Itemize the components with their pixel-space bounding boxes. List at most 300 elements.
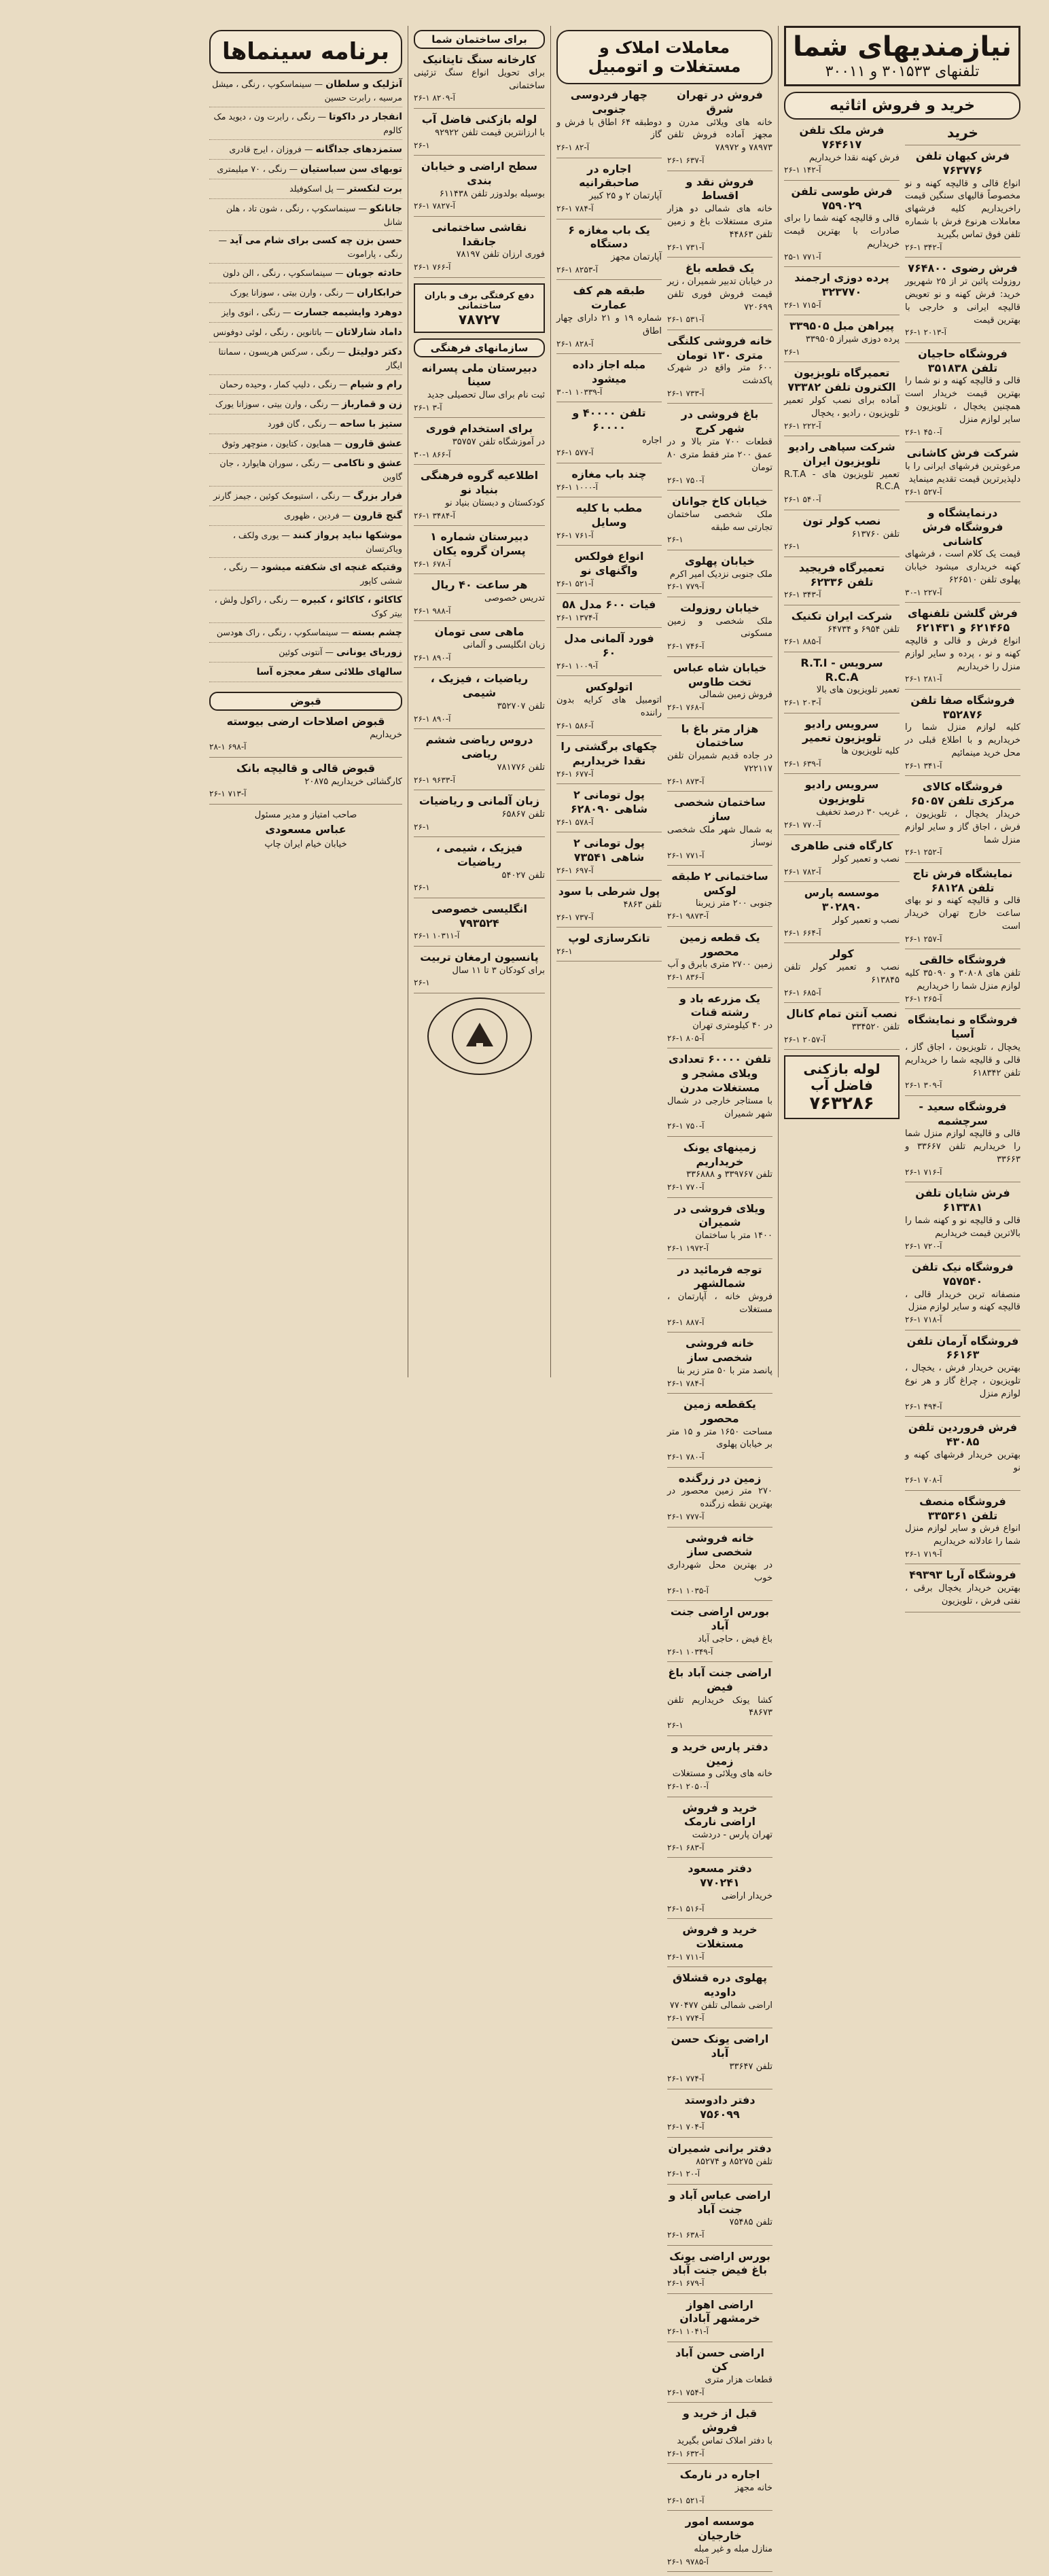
ad-heading: داماد شارلاتان — [336, 327, 402, 338]
ad-ref: ۲۶-۱ — [556, 946, 573, 956]
ad-body: تلفن ۸۵۲۷۵ و ۸۵۲۷۴ — [696, 2156, 772, 2167]
ad-heading: ویلای فروشی در شمیران — [674, 1201, 766, 1229]
classified-ad — [556, 162, 662, 219]
ad-body: رنگی ، وارن بیتی ، سوزانا یورک — [215, 398, 328, 409]
ad-body: رنگی ، انوی وایز — [221, 307, 280, 317]
classified-ad — [784, 271, 900, 315]
ad-heading: قبل از خرید و فروش — [682, 2407, 758, 2435]
ad-ref: ۲۶-۱ آ-۳۴۲ — [905, 242, 942, 252]
ad-body: تلفن ۶۱۳۷۶۰ — [851, 529, 900, 540]
classified-ad — [414, 902, 545, 947]
ad-ref: ۲۶-۱ آ-۲۰۵۰ — [667, 1782, 709, 1792]
ad-heading: خیابان پهلوی — [684, 554, 755, 567]
ad-body: تلفن های ۳۰۸۰۸ و ۳۵۰۹۰ کلیه لوازم منزل شما را خریداریم — [905, 968, 1021, 992]
ad-body: رنگی ، وارن بیتی ، سوزانا یورک — [230, 287, 343, 298]
ad-ref: ۲۶-۱ آ-۱۰۰۹ — [556, 660, 598, 671]
ad-heading: فروشگاه آریا ۴۹۳۹۳ — [909, 1568, 1016, 1582]
ad-body: سینماسکوپ ، رنگی ، شون تاد ، هلن شانل — [226, 202, 402, 227]
classified-ad — [667, 2346, 772, 2403]
column-furniture — [778, 26, 1026, 1607]
ad-body: قالی و قالیچه کهنه شما را برای صادرات با بهترین قیمت خریداریم — [784, 213, 900, 250]
classified-ad: ستیز با ساحه — رنگی ، گان فورد — [209, 417, 402, 434]
ad-body: پرده دوزی شیراز ۳۳۹۵۰۵ — [805, 334, 900, 345]
classified-ad — [784, 440, 900, 510]
classified-ad: چشم بسته — سینماسکوپ ، رنگی ، راک هودسن — [209, 626, 402, 643]
ad-ref: ۲۶-۱ آ-۷۲۰ — [905, 1241, 942, 1251]
ad-ref: ۲۶-۱ آ-۲۰ — [667, 2169, 700, 2179]
ad-ref: ۲۶-۱ آ-۷۵۰ — [667, 1121, 705, 1131]
ad-heading: زبان آلمانی و ریاضیات — [419, 794, 540, 807]
ad-heading: ساختمان شخصی ساز — [674, 796, 766, 824]
ad-heading: فروش در تهران شرق — [677, 88, 763, 116]
classified-ad — [414, 794, 545, 837]
classified-ad — [556, 406, 662, 463]
ad-body: قالی و قالیچه لوازم منزل شما را خریداریم تلفن ۳۳۶۶۷ و ۳۳۶۶۳ — [905, 1129, 1020, 1165]
classified-ad — [667, 2515, 772, 2572]
ad-ref: ۲۶-۱ آ-۵۱۶ — [667, 1903, 705, 1913]
ad-heading: فروشگاه منصف تلفن ۳۳۵۳۶۱ — [919, 1494, 1006, 1522]
ad-ref: ۲۶-۱ آ-۷۱۵ — [784, 300, 821, 310]
ad-body: انواع فرش و سایر لوازم منزل شما را عادلانه خریداریم — [905, 1523, 1020, 1547]
ad-ref: ۲۶-۱ — [667, 535, 683, 545]
ad-heading: طبقه هم کف عمارت — [573, 284, 645, 312]
ad-heading: شرکت ایران تکنیک — [791, 609, 893, 622]
ad-body: نصب و تعمیر کولر — [832, 915, 900, 925]
ad-ref: ۲۶-۱ آ-۹۸۸ — [414, 605, 451, 616]
ad-body: قالی و قالیچه کهنه و نو بهای ساعت خارج تهران خریدار است — [905, 896, 1020, 932]
ad-heading: خانه فروشی شخصی ساز — [685, 1531, 755, 1559]
ad-body: بهترین خریدار یخچال برقی ، نفتی فرش ، تلویزیون — [905, 1583, 1020, 1607]
ad-body: تلفن ۳۵۲۷۰۷ — [497, 701, 545, 711]
ad-body: جنوبی ۲۰۰ متر زیربنا — [695, 898, 772, 909]
classified-ad: توبهای سن سباستیان — رنگی ، ۷۰ میلیمتری — [209, 162, 402, 179]
building-list — [414, 53, 545, 278]
ad-body: در آموزشگاه تلفن ۳۵۷۵۷ — [452, 437, 545, 448]
classified-ad — [556, 885, 662, 928]
realestate-list — [667, 88, 772, 2576]
ad-ref: ۲۶-۱ آ-۷۶۸ — [667, 703, 705, 713]
ad-ref: ۲۶-۱ آ-۷۷۴ — [667, 2013, 705, 2023]
ad-heading: هزار متر باغ با ساختمان — [681, 722, 759, 749]
ad-heading: اتولوکس — [585, 680, 633, 694]
classified-ad — [667, 601, 772, 657]
ad-body: اتومبیل های کرایه بدون راننده — [556, 694, 662, 718]
ad-heading: فروشگاه خالقی — [919, 953, 1006, 967]
ad-body: انواع قالی و قالیچه کهنه و نو مخصوصاً قالیهای سنگین قیمت راخریداریم کلیه فرشهای معاملات هرنوع فرش با شماره تلفن فوق تماس بگیرید — [905, 178, 1020, 240]
ad-heading: ستمزدهای جداگانه — [315, 143, 402, 155]
classified-ad — [667, 1666, 772, 1736]
ad-heading: فروشگاه و نمایشگاه آسیا — [908, 1013, 1018, 1041]
classified-ad — [905, 347, 1020, 442]
furniture-buy-list — [905, 149, 1020, 1612]
ad-body: انواع فرش و قالی و قالیچه کهنه و نو ، پرده و سایر لوازم منزل را خریداریم — [905, 635, 1020, 672]
classified-ad — [556, 632, 662, 676]
ad-body: غریب ۳۰ درصد تخفیف — [816, 807, 900, 817]
classified-ad — [905, 149, 1020, 258]
ad-heading: پانسیون ارمغان تربیت — [420, 950, 539, 964]
classified-ad — [905, 1260, 1020, 1330]
ad-heading: انفجار در داکوتا — [329, 111, 402, 122]
ad-heading: سرویس رادیو تلویزیون — [804, 778, 879, 806]
ad-heading: اطلاعیه گروه فرهنگی بنیاد نو — [420, 469, 539, 497]
classified-ad — [667, 175, 772, 258]
classified-ad — [784, 124, 900, 181]
ad-heading: قبوض اصلاحات ارضی بیوسته — [226, 714, 385, 728]
furniture-sell-list — [784, 124, 900, 1050]
ad-body: تهران پارس - دردشت — [692, 1830, 772, 1841]
ad-ref: ۲۶-۱ آ-۸۸۷ — [667, 1317, 705, 1327]
ad-body: شماره ۱۹ و ۲۱ دارای چهار اطاق — [556, 313, 662, 336]
banner-schools: سازمانهای فرهنگی — [414, 338, 545, 357]
classified-ad — [667, 1532, 772, 1602]
ad-body: مرغوبترین فرشهای ایرانی را با دلپذیرترین قیمت تقدیم مینماید — [905, 461, 1020, 484]
ad-body: دوطبقه ۶۴ اطاق با فرش و گاز — [556, 117, 662, 141]
classified-ad — [414, 578, 545, 621]
ad-heading: لوله بازکنی فاضل آب — [421, 112, 537, 126]
ad-body: قیمت یک کلام است ، فرشهای کهنه خریداری میشود خیابان پهلوی تلفن ۶۲۶۵۱۰ — [905, 549, 1020, 586]
ad-body: فردین ، ظهوری — [284, 510, 340, 521]
ad-ref: ۲۶-۱ آ-۷۱۶ — [905, 1167, 942, 1177]
ad-ref: ۲۶-۱ آ-۲۵۲ — [905, 847, 942, 858]
ad-heading: زن و قمارباز — [342, 398, 402, 410]
ad-body: یوری ولکف ، ویاکرتسان — [232, 529, 402, 554]
ad-heading: نقاشی ساختمانی جانقدا — [431, 220, 527, 248]
ad-body: قطعات هزار متری — [705, 2375, 772, 2386]
ad-ref: ۲۶-۱ آ-۷۱۱ — [667, 1952, 705, 1962]
ad-ref: ۲۶-۱ آ-۶۸۵ — [784, 987, 821, 998]
classified-ad — [556, 598, 662, 628]
ad-ref: ۲۶-۱ آ-۲۰۳ — [784, 698, 821, 708]
ad-body: تعمیر تلویزیون های R.T.A - R.C.A — [784, 469, 900, 493]
ad-heading: فرش گلشن تلفنهای ۶۲۱۴۶۵ و ۶۲۱۴۳۱ — [908, 607, 1018, 635]
ad-ref: ۲۶-۱ آ-۷۳۳ — [667, 389, 705, 399]
ad-heading: اجاره در صاحبقرانیه — [579, 162, 639, 190]
realestate-rent-list — [556, 88, 662, 2576]
classified-ad — [414, 469, 545, 526]
ad-heading: چهار فردوسی جنوبی — [570, 88, 648, 116]
ad-body: خریدار اراضی — [721, 1890, 772, 1901]
ad-body: خانه های ویلائی مدرن و مجهز آماده فروش تلفن ۷۸۹۷۳ و ۷۸۹۷۲ — [667, 117, 772, 154]
ad-heading: دوهرد وایشیمه جسارت — [294, 307, 402, 318]
ad-ref: ۲۶-۱ آ-۳۴۸۴ — [414, 510, 455, 521]
classified-ad — [667, 1053, 772, 1136]
classified-ad — [556, 788, 662, 832]
classified-ad — [667, 1263, 772, 1333]
ad-body: رنگی ، سرکس هریسون ، سمانتا ایگار — [218, 347, 402, 370]
furniture-split — [784, 124, 1020, 1617]
banner-cinema: برنامه سینماها — [209, 30, 402, 73]
classified-ad — [905, 506, 1020, 603]
ad-ref: ۲۶-۱ آ-۶۷۷ — [556, 769, 594, 779]
ad-heading: عشق و ناکامی — [333, 457, 402, 469]
classified-ad — [414, 672, 545, 729]
ad-ref: ۲۶-۱ آ-۸۲۵۳ — [556, 264, 598, 275]
ad-heading: فرش کیهان تلفن ۷۶۳۷۷۶ — [915, 149, 1010, 177]
column-realestate — [550, 26, 778, 2566]
classified-ad — [414, 422, 545, 465]
ad-ref: ۲۶-۱ آ-۲۰۵۷ — [784, 1034, 825, 1044]
ad-heading: دبیرستان شماره ۱ پسران گروه یکان — [430, 530, 529, 558]
classified-ad: دکتر دولیتل — رنگی ، سرکس هریسون ، سمانتا ایگار — [209, 345, 402, 375]
ad-ref: ۲۶-۱ آ-۶۷۸ — [414, 559, 451, 569]
ad-heading: بورس اراضی یونک باغ فیض جنت آباد — [669, 2249, 770, 2277]
classified-ad — [667, 992, 772, 1049]
ad-body: سینماسکوپ ، رنگی ، الن دلون — [222, 268, 333, 278]
classified-ad — [905, 607, 1020, 690]
ad-heading: تعمیرگاه فریجید تلفن ۶۲۳۳۶ — [798, 561, 885, 588]
ad-heading: دکتر دولیتل — [348, 347, 402, 357]
ad-heading: آنژلیک و سلطان — [325, 79, 402, 90]
ad-body: در ۴۰ کیلومتری تهران — [692, 1021, 772, 1031]
ad-heading: فروشگاه کالای مرکزی تلفن ۶۵۰۵۷ — [910, 780, 1015, 808]
classified-ad — [667, 1605, 772, 1662]
ad-body: فروزان ، ایرج قادری — [229, 143, 302, 154]
classified-ad — [414, 113, 545, 156]
classified-ad — [667, 554, 772, 597]
ad-heading: موسسه پارس ۳۰۲۸۹۰ — [804, 886, 880, 914]
ad-ref: ۲۶-۱ — [784, 347, 800, 357]
ad-heading: مطب با کلیه وسایل — [575, 501, 643, 529]
ad-heading: پول شرطی با سود — [558, 884, 660, 898]
ad-ref: ۲۶-۱ آ-۹۶۳۳ — [414, 775, 455, 785]
ad-body: پل اسکوفیلد — [289, 183, 334, 194]
ad-ref: ۲۶-۱ آ-۷۷۷ — [667, 1512, 705, 1522]
ad-heading: فیزیک ، شیمی ، ریاضیات — [435, 841, 523, 868]
ad-heading: دفتر پارس خرید و زمین — [671, 1740, 768, 1767]
ad-body: در جاده قدیم شمیران تلفن ۷۲۲۱۱۷ — [667, 751, 772, 774]
ad-heading: توبهای سن سباستیان — [300, 163, 402, 175]
ad-heading: فرش شایان تلفن ۶۱۳۳۸۱ — [915, 1186, 1010, 1214]
ad-body: رنگی ، استیومک کوئین ، جیمز گارنر — [213, 490, 340, 501]
classified-ad: وقتیکه غنچه ای شکفته میشود — رنگی ، ششی کاپور — [209, 561, 402, 590]
ad-ref: ۲۶-۱ آ-۸۳۶ — [667, 972, 705, 983]
ad-heading: خانه فروشی کلنگی متری ۱۳۰ تومان — [667, 334, 772, 361]
ad-body: قالی و قالیچه کهنه و نو شما را بهترین قیمت خریدار است همچنین یخچال ، تلویزیون و سایر لوازم منزل — [905, 376, 1020, 425]
ad-heading: فرار بزرگ — [353, 490, 402, 501]
ad-heading: قبوض قالی و قالیچه بانک — [236, 761, 376, 775]
schools-list — [414, 361, 545, 993]
ad-ref: ۲۶-۱ آ-۴۵۰ — [905, 427, 942, 437]
ad-heading: فرش رضوی ۷۶۴۸۰۰ — [908, 262, 1018, 275]
ad-ref: ۲۶-۱ آ-۷۸۴ — [667, 1378, 705, 1388]
ad-body: خانه مجهز — [734, 2483, 772, 2494]
classified-ad: کاکائو ، کاکائو ، کبیره — رنگی ، راکول ولش ، بیتر کوک — [209, 593, 402, 623]
ad-heading: پرده دوزی ارجمند ۳۲۳۷۷۰ — [794, 271, 889, 299]
ad-ref: ۲۶-۱ آ-۱۰۰۰ — [556, 482, 598, 492]
ad-body: تلفن ۳۳۶۴۷ — [729, 2061, 772, 2072]
classified-ad — [667, 2094, 772, 2138]
masthead-phones: تلفنهای ۳۰۱۵۳۳ و ۳۰۰۱۱ — [825, 63, 980, 80]
classified-ad — [784, 185, 900, 268]
classified-ad — [667, 1472, 772, 1528]
ad-body: پانصد متر با ۵۰ متر زیر بنا — [677, 1365, 772, 1376]
ad-ref: ۲۶-۱ آ-۷۳۱ — [667, 242, 705, 252]
classified-ad — [556, 88, 662, 158]
classified-ad — [784, 718, 900, 775]
column-cinema — [204, 26, 408, 1377]
ad-heading: فروشگاه صفا تلفن ۳۵۲۸۷۶ — [910, 693, 1015, 721]
classified-ad — [556, 284, 662, 354]
classified-ad — [556, 224, 662, 281]
classified-ad — [667, 495, 772, 550]
ad-ref: ۲۶-۱ آ-۵۲۱ — [556, 578, 594, 588]
ad-body: رنگی ، ششی کاپور — [223, 562, 402, 586]
ad-body: تلفن ۷۸۱۷۷۶ — [497, 762, 545, 773]
classified-ad — [414, 221, 545, 278]
classified-ad — [414, 530, 545, 574]
ad-heading: نصب کولر تون — [802, 514, 881, 527]
ad-heading: گنج قارون — [353, 510, 402, 521]
classified-ad — [667, 661, 772, 718]
ad-heading: درنمایشگاه و فروشگاه فرش کاشانی — [922, 506, 1003, 548]
ad-heading: اراضی حسن آباد کن — [675, 2346, 764, 2374]
ad-ref: ۳۰-۱ آ-۲۲۷ — [905, 587, 942, 597]
ad-heading: زمینهای یونک خریداریم — [683, 1140, 757, 1168]
ad-body: فروش زمین شمالی — [698, 690, 772, 701]
classified-ad — [905, 780, 1020, 863]
classified-ad — [667, 334, 772, 404]
classified-ad: ستمزدهای جداگانه — فروزان ، ایرج قادری — [209, 143, 402, 160]
classified-ad — [784, 366, 900, 436]
ad-heading: نمایشگاه فرش تاج تلفن ۶۸۱۲۸ — [912, 866, 1013, 894]
ad-ref: ۲۶-۱ آ-۶۹۷ — [556, 865, 594, 875]
classifieds-masthead — [784, 26, 1020, 86]
ad-heading: فورد آلمانی مدل ۶۰ — [564, 632, 654, 659]
classified-ad — [209, 665, 402, 682]
ad-heading: یک مزرعه باد و رشته قنات — [679, 991, 760, 1019]
ad-heading: فرش طوسی تلفن ۷۵۹۰۲۹ — [791, 184, 893, 212]
ad-body: قطعات ۷۰۰ متر بالا و در عمق ۲۰۰ متر فقط متری ۸۰ تومان — [667, 437, 772, 473]
ad-ref: ۲۶-۱ آ-۷۵۰ — [667, 475, 705, 485]
ad-heading: پیراهن مبل ۳۳۹۵۰۵ — [789, 319, 894, 333]
ad-ref: ۲۶-۱ آ-۳۰۹ — [905, 1080, 942, 1091]
ad-ref: ۲۶-۱ آ-۶۶۴ — [784, 928, 821, 938]
ad-heading: دفتر برانی شمیران — [668, 2141, 772, 2155]
ad-body: رنگی ، ۷۰ میلیمتری — [217, 163, 287, 174]
ad-heading: یک باب مغازه ۶ دستگاه — [568, 223, 650, 251]
classified-ad — [905, 867, 1020, 950]
classified-ad — [905, 1186, 1020, 1256]
column-building — [408, 26, 550, 1377]
ad-heading: زوربای یونانی — [336, 646, 402, 658]
banner-realestate: معاملات املاک و مستغلات و اتومبیل — [556, 30, 772, 84]
ad-ref: ۲۶-۱ آ-۸۷۳ — [667, 776, 705, 786]
ad-body: تلفن ۵۴۰۲۷ — [501, 870, 545, 881]
classified-ad — [667, 2250, 772, 2294]
ad-body: ملک جنوبی نزدیک امیر اکرم — [669, 569, 772, 580]
imprint: صاحب امتیاز و مدیر مسئول عباس مسعودی خیابان خیام ایران چاپ — [254, 809, 357, 850]
ad-ref: ۲۶-۱ آ-۵۳۱ — [667, 315, 705, 325]
masthead-title: نیازمندیهای شما — [793, 31, 1012, 63]
ad-heading: موشکها نباید پرواز کنند — [292, 529, 402, 541]
classified-ad — [667, 1801, 772, 1858]
ad-ref: ۲۶-۱ آ-۸۲۰۹ — [414, 93, 455, 103]
classified-ad — [414, 841, 545, 898]
ad-ref: ۲۶-۱ آ-۵۲۱ — [667, 2495, 705, 2505]
ad-ref: ۲۶-۱ — [414, 140, 430, 150]
ad-body: همایون ، کتایون ، منوچهر وثوق — [221, 438, 332, 448]
ad-ref: ۲۶-۱ آ-۸۲ — [556, 143, 590, 153]
ad-heading: خرید و فروش مستغلات — [682, 1923, 758, 1950]
classified-ad — [784, 839, 900, 882]
classified-ad — [667, 1971, 772, 2028]
ad-ref: ۲۶-۱ آ-۷۶۱ — [556, 530, 594, 540]
ad-body: با ارزانترین قیمت تلفن ۹۲۹۲۲ — [435, 127, 545, 138]
ad-body: کارگشائی خریداریم ۲۰۸۷۵ — [304, 776, 402, 787]
ad-body: باغ فیض ، حاجی آباد — [698, 1634, 772, 1644]
ad-heading: برای استخدام فوری — [425, 422, 533, 436]
ad-ref: ۲۶-۱ آ-۸۰۵ — [667, 1033, 705, 1043]
ad-body: مساحت ۱۶۵۰ متر و ۱۵ متر بر خیابان پهلوی — [667, 1426, 772, 1450]
ad-heading: پهلوی دره قشلاق داودیه — [672, 1971, 767, 1998]
ad-heading: فروشگاه نیک تلفن ۷۵۷۵۴۰ — [912, 1260, 1014, 1288]
classified-ad — [556, 680, 662, 736]
ad-heading: ریاضیات ، فیزیک ، شیمی — [430, 672, 529, 700]
classified-ad — [667, 2142, 772, 2185]
classified-ad — [667, 2298, 772, 2342]
ad-heading: فروش نقد و اقساط — [686, 175, 754, 202]
ad-heading: پول تومانی ۲ شاهی ۷۳۵۴۱ — [573, 836, 645, 864]
ad-ref: ۲۶-۱ آ-۷۷۴ — [667, 2074, 705, 2084]
ad-ref: ۲۶-۱ آ-۲۰۱۳ — [905, 328, 946, 338]
ad-body: ثبت نام برای سال تحصیلی جدید — [427, 390, 545, 401]
classified-ad — [905, 1013, 1020, 1096]
ad-ref: ۲۶-۱ آ-۷۱۳ — [209, 789, 247, 799]
ad-body: نصب و تعمیر کولر — [832, 854, 900, 865]
ad-body: ملک شخصی ساختمان تجارتی سه طبقه — [667, 509, 772, 533]
ad-ref: ۲۶-۱ آ-۵۴۰ — [784, 495, 821, 505]
ad-ref: ۲۶-۱ آ-۷۴۶ — [667, 641, 705, 652]
ad-ref: ۲۶-۱ آ-۶۳۲ — [667, 2448, 705, 2458]
ad-body: آنتونی کوئین — [279, 646, 323, 657]
ad-heading: خانه فروشی شخصی ساز — [685, 1337, 755, 1364]
kharid-heading: خرید — [905, 124, 1020, 145]
ad-ref: ۲۶-۱ — [784, 542, 800, 552]
ad-ref: ۲۶-۱ آ-۷۸۲۷ — [414, 201, 455, 211]
ad-heading: چکهای برگشتی را نقدا خریداریم — [561, 740, 658, 767]
ad-heading: حادثه جوبان — [346, 268, 402, 279]
ad-body: اجاره — [642, 435, 662, 446]
ad-ref: ۲۶-۱ آ-۶۳۷ — [667, 156, 705, 166]
ad-heading: اجاره در نارمک — [679, 2468, 760, 2482]
ad-body: تلفن ۴۸۶۳ — [623, 899, 662, 910]
classified-ad — [667, 408, 772, 491]
ad-heading: انواع فولکس واگنهای نو — [574, 549, 644, 577]
ad-heading: نصب آنتن تمام کانال — [786, 1006, 897, 1020]
classified-ad — [667, 1923, 772, 1967]
classified-ad — [905, 953, 1020, 1009]
ad-body: کلیه تلویزیون ها — [841, 746, 900, 757]
classified-ad — [209, 762, 402, 805]
ad-body: رنگی ، دلیپ کمار ، وحیده رحمان — [219, 378, 336, 389]
ad-body: تدریس خصوصی — [484, 593, 545, 604]
ad-ref: ۳۰-۱ آ-۸۶۶ — [414, 450, 451, 460]
classified-ad — [414, 361, 545, 419]
ad-heading: فیات ۶۰۰ مدل ۵۸ — [562, 597, 656, 611]
classified-ad — [905, 1568, 1020, 1612]
ad-body: رنگی ، سوران هایوارد ، جان گاوین — [219, 457, 402, 482]
ad-body: بهترین خریدار فرشهای کهنه و نو — [905, 1449, 1020, 1473]
ad-ref: ۲۶-۱ — [414, 883, 430, 893]
classified-ad: دوهرد وایشیمه جسارت — رنگی ، انوی وایز — [209, 306, 402, 323]
ad-heading: سالهای طلائی سفر معجزه آسا — [256, 666, 402, 677]
ad-body: با مستاجر خارجی در شمال شهر شمیران — [667, 1095, 772, 1119]
classified-ad — [667, 1740, 772, 1797]
ad-body: رنگی ، گان فورد — [267, 418, 326, 429]
ad-heading: شرکت فرش کاشانی — [906, 446, 1019, 460]
banner-buy-sell: خرید و فروش اثاثیه — [784, 92, 1020, 120]
classified-ad — [784, 610, 900, 652]
